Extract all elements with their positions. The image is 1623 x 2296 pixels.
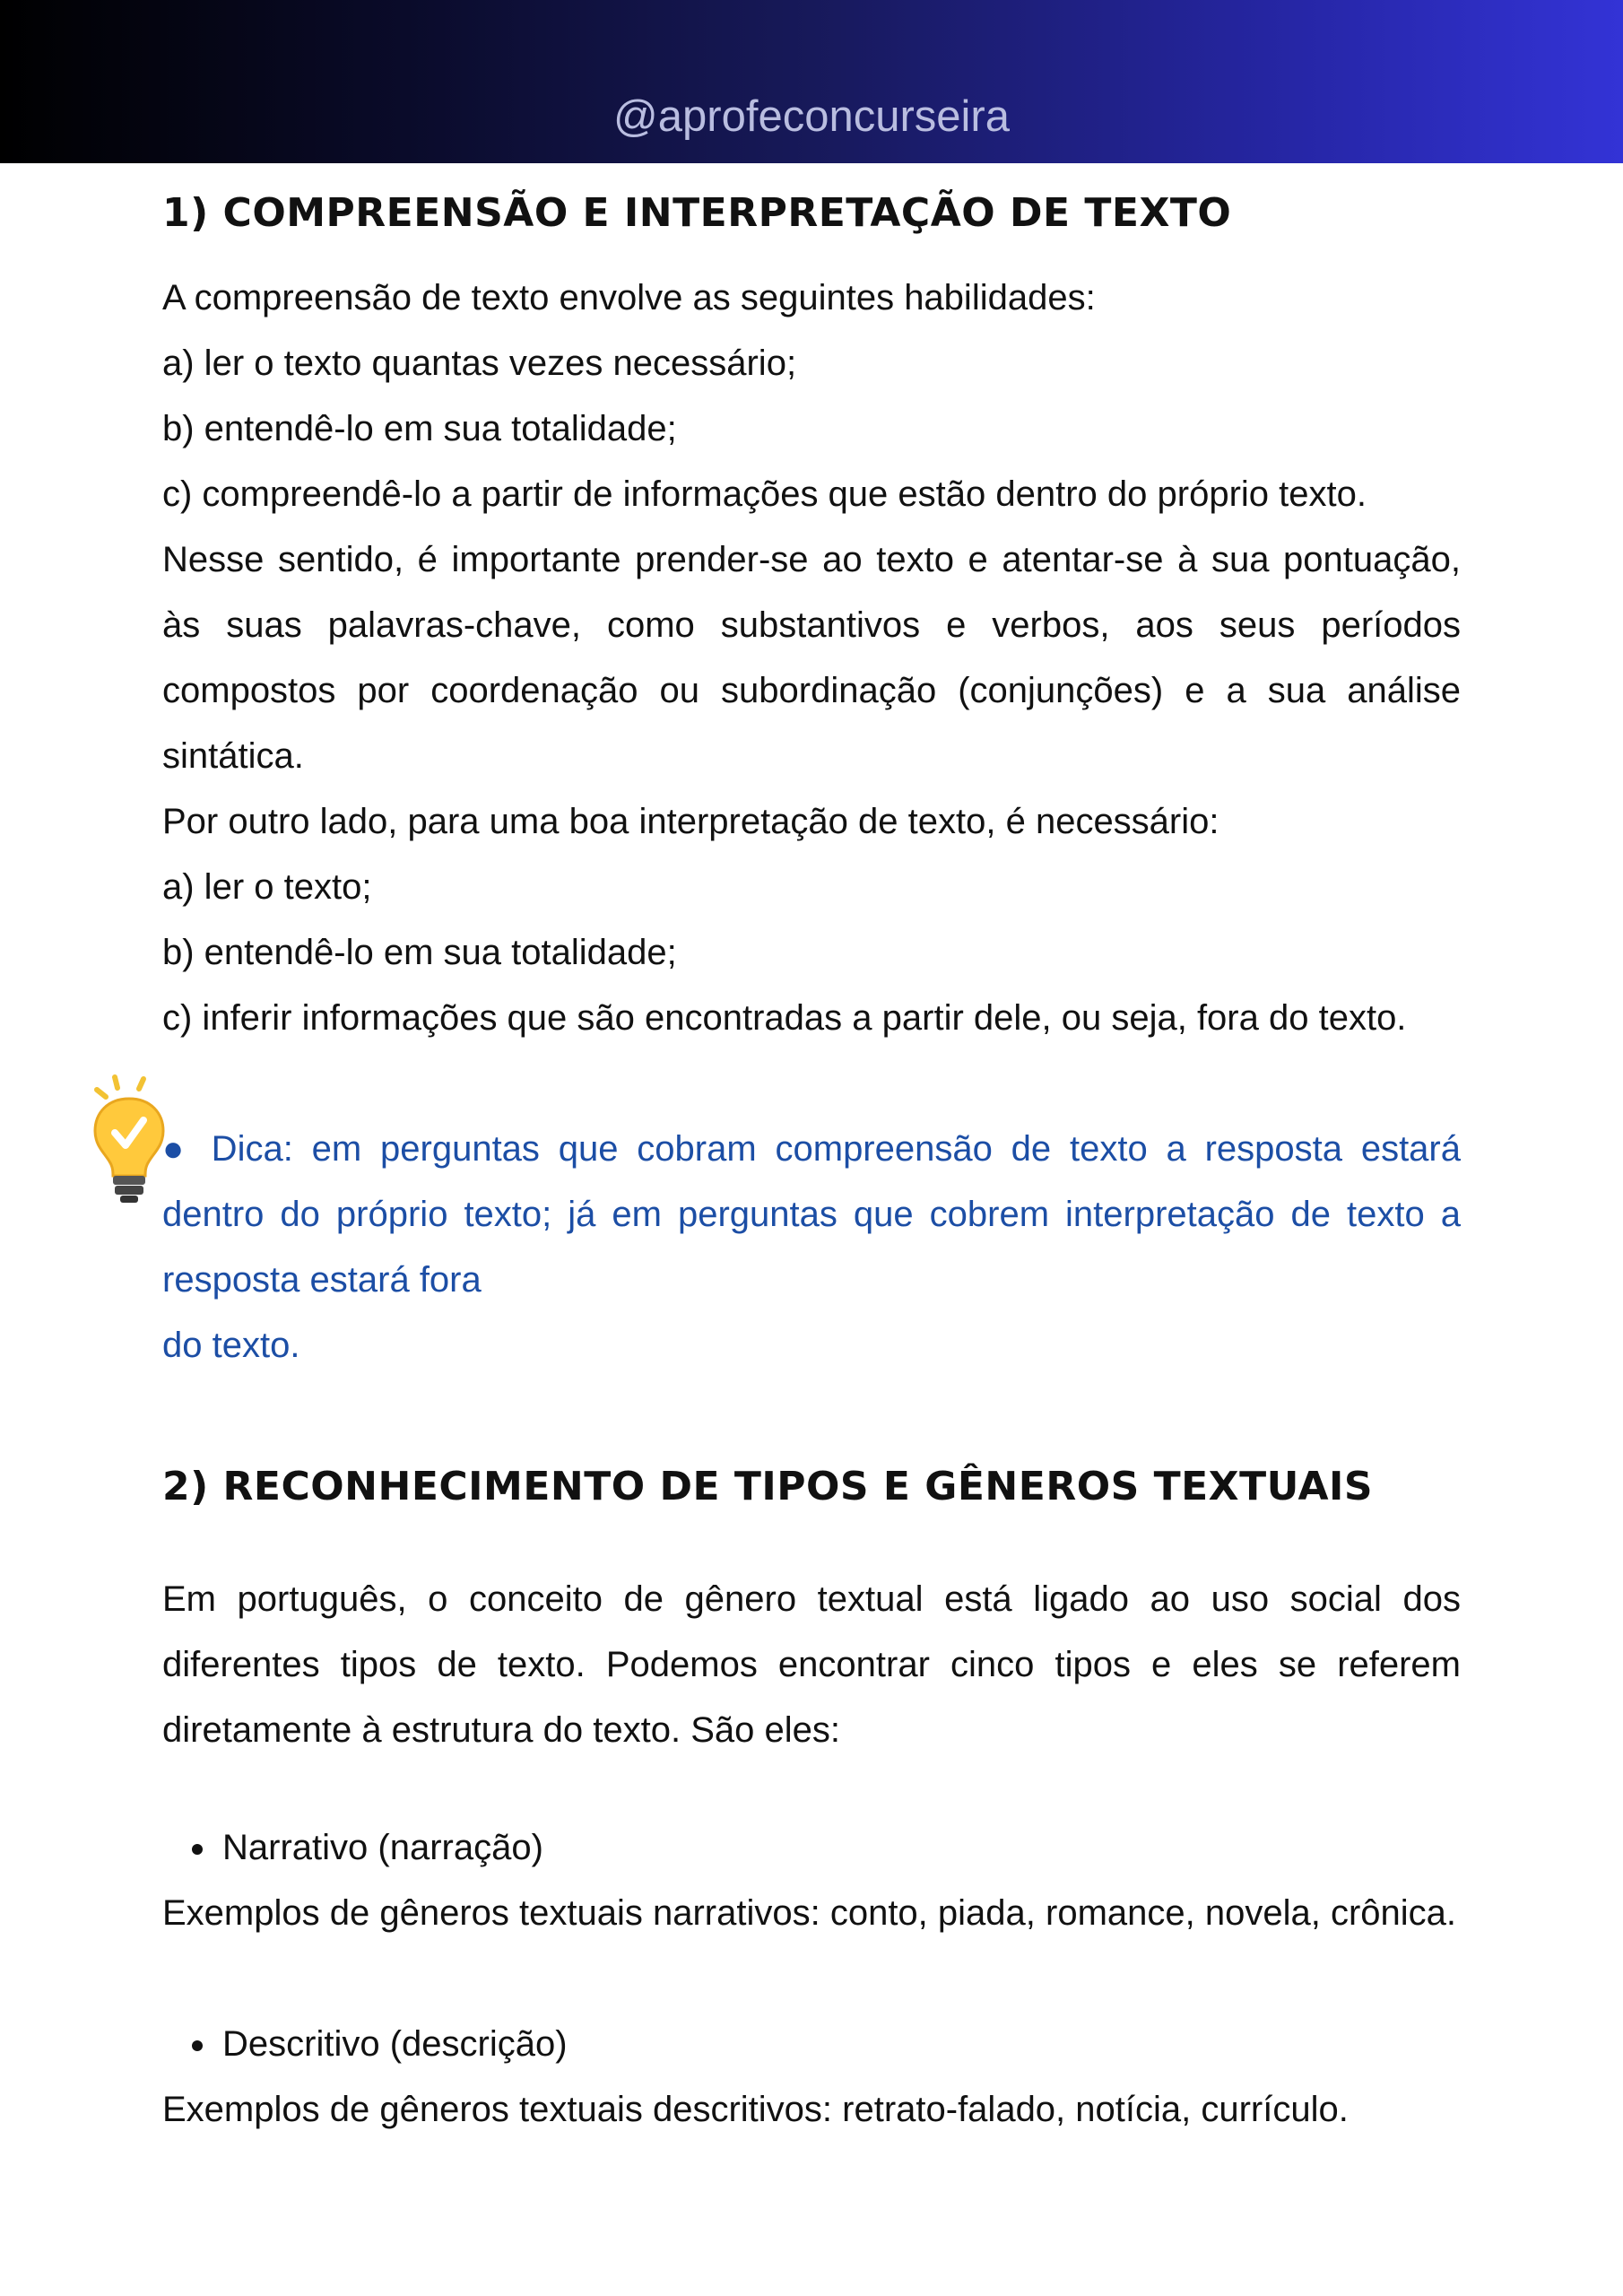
section2-title: 2) RECONHECIMENTO DE TIPOS E GÊNEROS TEXTUAIS (162, 1464, 1374, 1509)
section1-intro2: Por outro lado, para uma boa interpretação de texto, é necessário: (162, 802, 1219, 841)
descritivo-examples: Exemplos de gêneros textuais descritivos: retrato-falado, notícia, currículo. (162, 2090, 1349, 2129)
section1-intro: A compreensão de texto envolve as seguintes habilidades: (162, 278, 1096, 317)
list2-item-b: b) entendê-lo em sua totalidade; (162, 933, 677, 972)
list-item (192, 2012, 568, 2077)
section1-title: 1) COMPREENSÃO E INTERPRETAÇÃO DE TEXTO (162, 190, 1232, 236)
type-narrativo: Narrativo (narração) (222, 1828, 543, 1867)
narrativo-examples: Exemplos de gêneros textuais narrativos: conto, piada, romance, novela, crônica. (162, 1893, 1457, 1933)
lightbulb-check-icon (88, 1074, 170, 1208)
section1-paragraph: Nesse sentido, é importante prender-se ao texto e atentar-se à sua pontuação, às suas palavras-chave, como substantivos e verbos, aos seus períodos compostos por coordenação ou subordinação (conjunções) e a sua análise sintática. (162, 540, 1461, 776)
list2-item-a: a) ler o texto; (162, 867, 372, 907)
tip-text-end: do texto. (162, 1326, 300, 1365)
list1-item-a: a) ler o texto quantas vezes necessário; (162, 344, 797, 383)
bullet-dot-icon (192, 2040, 203, 2051)
list2-item-c: c) inferir informações que são encontradas a partir dele, ou seja, fora do texto. (162, 998, 1407, 1038)
type-descritivo: Descritivo (descrição) (222, 2024, 568, 2064)
list1-item-c: c) compreendê-lo a partir de informações que estão dentro do próprio texto. (162, 474, 1367, 514)
instagram-handle: @aprofeconcurseira (613, 92, 1010, 141)
bullet-dot-icon (192, 1844, 203, 1855)
section2-paragraph: Em português, o conceito de gênero textual está ligado ao uso social dos diferentes tipos de texto. Podemos encontrar cinco tipos e eles se referem diretamente à estrutura do texto. São eles: (162, 1579, 1461, 1750)
list-item (192, 1815, 543, 1881)
tip-text: ● Dica: em perguntas que cobram compreensão de texto a resposta estará dentro do próprio texto; já em perguntas que cobrem interpretação de texto a resposta estará fora (162, 1129, 1461, 1300)
list1-item-b: b) entendê-lo em sua totalidade; (162, 409, 677, 448)
